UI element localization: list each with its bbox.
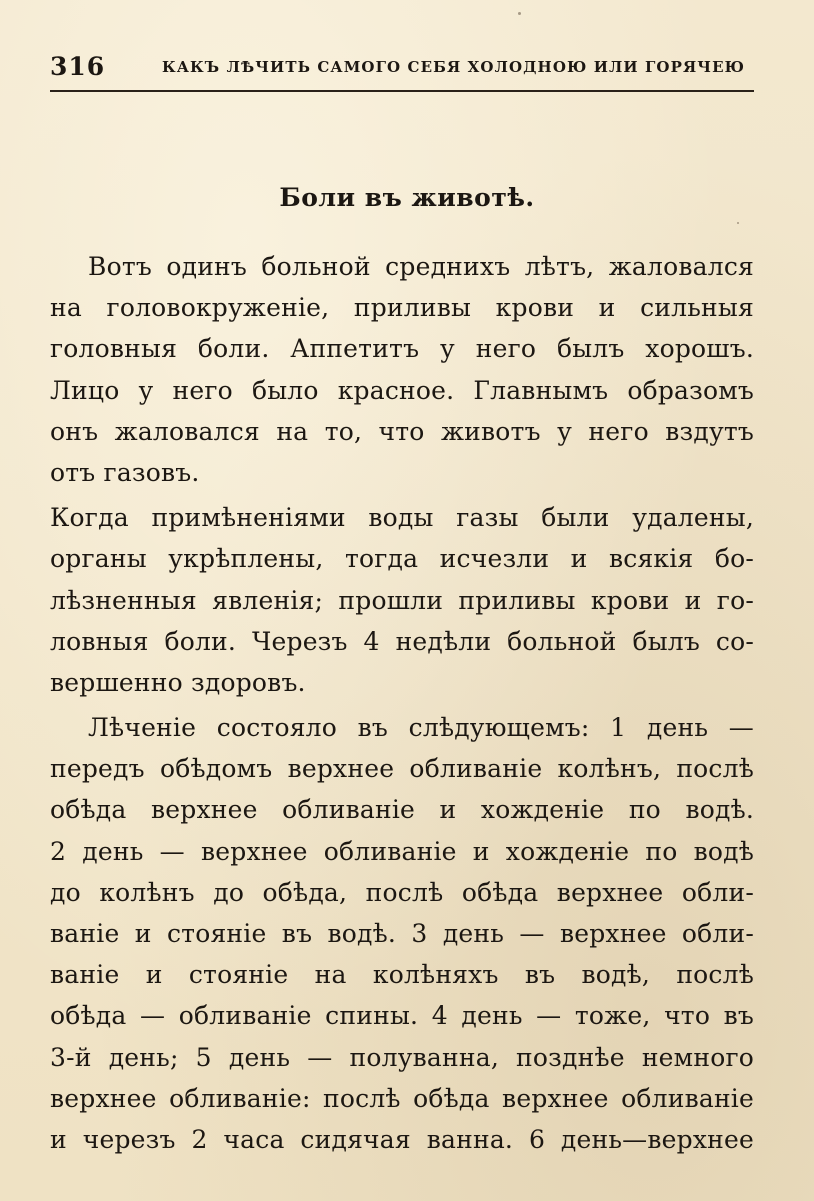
text-line: 3-й день; 5 день — полуванна, позднѣе немного: [50, 1042, 754, 1072]
text-line: отъ газовъ.: [50, 457, 200, 487]
running-head: КАКЪ ЛѢЧИТЬ САМОГО СЕБЯ ХОЛОДНОЮ ИЛИ ГОРЯЧЕЮ: [162, 58, 746, 76]
text-line: Когда примѣненіями воды газы были удалены,: [50, 503, 754, 533]
text-line: ловныя боли. Черезъ 4 недѣли больной былъ со-: [50, 626, 754, 656]
paragraph: [50, 497, 754, 703]
body-text: [50, 246, 754, 1160]
section-title: Боли въ животѣ.: [279, 183, 535, 212]
text-line: вершенно здоровъ.: [50, 667, 306, 697]
text-line: 2 день — верхнее обливаніе и хожденіе по водѣ: [50, 836, 754, 866]
show-through-text: [60, 130, 760, 166]
text-line: Лицо у него было красное. Главнымъ образомъ: [50, 375, 754, 405]
text-line: и черезъ 2 часа сидячая ванна. 6 день—верхнее: [50, 1124, 754, 1154]
text-line: Вотъ одинъ больной среднихъ лѣтъ, жаловался: [88, 252, 754, 281]
page-number: 316: [50, 52, 106, 81]
text-line: онъ жаловался на то, что животъ у него вздутъ: [50, 416, 754, 446]
text-line: лѣзненныя явленія; прошли приливы крови и го-: [50, 585, 754, 615]
text-line: на головокруженіе, приливы крови и сильныя: [50, 293, 754, 323]
paragraph: [50, 707, 754, 1160]
text-line: головныя боли. Аппетитъ у него былъ хорошъ.: [50, 334, 754, 364]
paper-speck: [737, 222, 739, 224]
paragraph: [50, 246, 754, 493]
text-line: обѣда — обливаніе спины. 4 день — тоже, что въ: [50, 1001, 754, 1031]
paper-speck: [518, 12, 521, 15]
text-line: верхнее обливаніе: послѣ обѣда верхнее обливаніе: [50, 1083, 754, 1113]
header-rule: [50, 90, 754, 92]
text-line: обѣда верхнее обливаніе и хожденіе по водѣ.: [50, 795, 754, 825]
text-line: передъ обѣдомъ верхнее обливаніе колѣнъ, послѣ: [50, 754, 754, 784]
text-line: ваніе и стояніе въ водѣ. 3 день — верхнее обли-: [50, 919, 754, 948]
text-line: Лѣченіе состояло въ слѣдующемъ: 1 день —: [88, 713, 754, 743]
text-line: органы укрѣплены, тогда исчезли и всякія бо-: [50, 544, 754, 574]
text-line: ваніе и стояніе на колѣняхъ въ водѣ, послѣ: [50, 960, 754, 990]
page-header: [50, 52, 754, 88]
text-line: до колѣнъ до обѣда, послѣ обѣда верхнее обли-: [50, 877, 754, 907]
